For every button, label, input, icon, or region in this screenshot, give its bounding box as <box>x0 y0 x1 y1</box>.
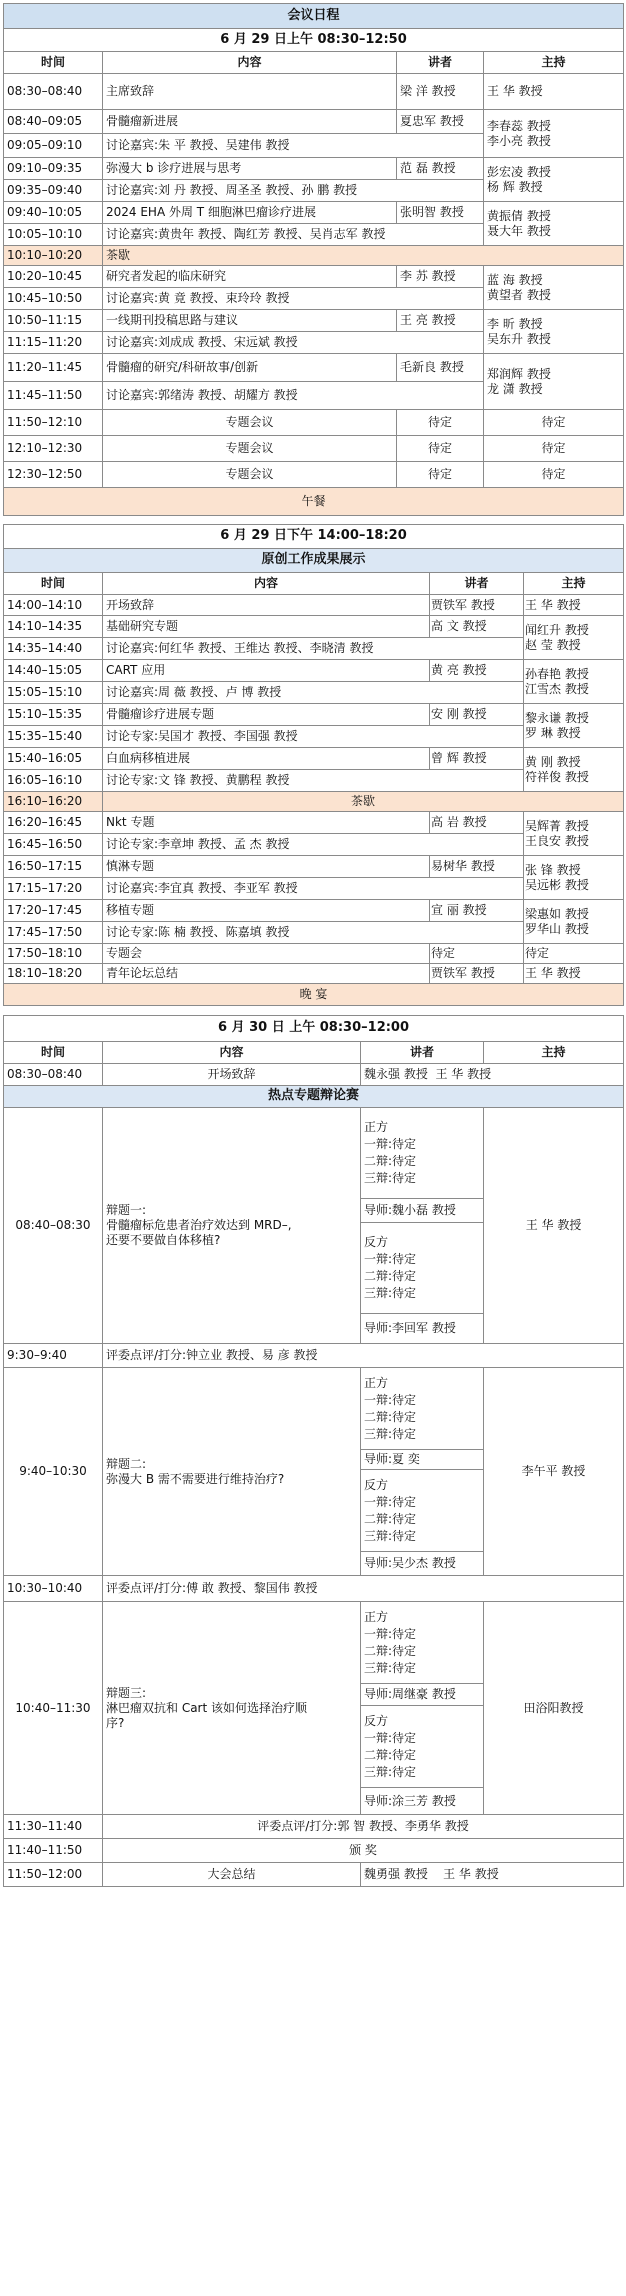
row-speaker: 毛新良 教授 <box>397 354 484 382</box>
row-time: 09:35–09:40 <box>4 180 103 202</box>
debate-topic-line: 骨髓瘤标危患者治疗效达到 MRD–, <box>106 1218 292 1232</box>
row-speaker: 高 文 教授 <box>430 616 524 638</box>
row-time: 15:10–15:35 <box>4 704 103 726</box>
con-mentor: 导师:涂三芳 教授 <box>361 1788 484 1815</box>
row-speaker: 待定 <box>397 462 484 488</box>
row-time: 17:15–17:20 <box>4 878 103 900</box>
row-content: 讨论嘉宾:刘 丹 教授、周圣圣 教授、孙 鹏 教授 <box>103 180 484 202</box>
con-side <box>361 1706 484 1788</box>
header-speaker: 讲者 <box>430 573 524 595</box>
host-name: 聂大年 教授 <box>487 223 551 238</box>
host-name: 王良安 教授 <box>525 833 589 848</box>
row-speaker: 待定 <box>397 410 484 436</box>
row-time: 16:20–16:45 <box>4 812 103 834</box>
break-label: 茶歇 <box>103 792 624 812</box>
break-time: 10:10–10:20 <box>4 246 103 266</box>
debater: 二辩:待定 <box>364 1154 417 1168</box>
debater: 三辩:待定 <box>364 1660 417 1675</box>
row-host: 王 华 教授 <box>524 964 624 984</box>
host-name: 闻红升 教授 <box>525 622 589 637</box>
row-speaker: 魏永强 教授 <box>364 1067 428 1081</box>
host-cell <box>524 595 624 616</box>
debate-topic <box>103 1602 361 1815</box>
debate-topic <box>103 1368 361 1576</box>
section-title: 原创工作成果展示 <box>4 549 624 573</box>
host-cell <box>484 202 624 246</box>
row-content: 讨论嘉宾:李宜真 教授、李亚军 教授 <box>103 878 524 900</box>
row-speaker: 李 苏 教授 <box>397 266 484 288</box>
header-host: 主持 <box>484 52 624 74</box>
morning-june30-table <box>3 1015 624 1887</box>
debate-topic-number: 辩题二: <box>106 1456 147 1471</box>
row-speaker: 贾铁军 教授 <box>430 964 524 984</box>
debate-topic-line: 淋巴瘤双抗和 Cart 该如何选择治疗顺 <box>106 1700 308 1715</box>
host-name: 符祥俊 教授 <box>525 769 589 784</box>
row-time: 14:35–14:40 <box>4 638 103 660</box>
debate-topic-line: 序? <box>106 1715 125 1730</box>
debater: 一辩:待定 <box>364 1392 417 1407</box>
break-time: 16:10–16:20 <box>4 792 103 812</box>
host-cell <box>484 158 624 202</box>
row-content: 弥漫大 b 诊疗进展与思考 <box>103 158 397 180</box>
debate-time: 08:40–08:30 <box>4 1108 103 1344</box>
row-time: 16:50–17:15 <box>4 856 103 878</box>
row-time: 11:50–12:10 <box>4 410 103 436</box>
row-time: 14:00–14:10 <box>4 595 103 616</box>
row-speaker: 易树华 教授 <box>430 856 524 878</box>
break-label: 茶歇 <box>103 246 624 266</box>
header-speaker: 讲者 <box>361 1042 484 1064</box>
debater: 三辩:待定 <box>364 1286 417 1300</box>
row-time: 11:15–11:20 <box>4 332 103 354</box>
row-host: 待定 <box>524 944 624 964</box>
row-time: 14:10–14:35 <box>4 616 103 638</box>
row-content: 开场致辞 <box>103 595 430 616</box>
row-time: 16:05–16:10 <box>4 770 103 792</box>
closing-people <box>361 1863 624 1887</box>
row-content: 专题会 <box>103 944 430 964</box>
host-name: 吴东升 教授 <box>487 331 551 346</box>
debater: 一辩:待定 <box>364 1494 417 1509</box>
section-title: 热点专题辩论赛 <box>4 1086 624 1108</box>
pro-side <box>361 1368 484 1450</box>
morning-june29-table <box>3 3 624 516</box>
row-content: 讨论嘉宾:郭绪涛 教授、胡耀方 教授 <box>103 382 484 410</box>
host-name: 罗华山 教授 <box>525 921 589 936</box>
host-name: 李春蕊 教授 <box>487 118 551 133</box>
row-content: 讨论嘉宾:周 薇 教授、卢 博 教授 <box>103 682 524 704</box>
row-content: Nkt 专题 <box>103 812 430 834</box>
debater: 二辩:待定 <box>364 1643 417 1658</box>
side-label: 反方 <box>364 1235 389 1249</box>
header-content: 内容 <box>103 1042 361 1064</box>
award-time: 11:40–11:50 <box>4 1839 103 1863</box>
row-content: 主席致辞 <box>103 74 397 110</box>
session-date: 6 月 29 日下午 14:00–18:20 <box>4 525 624 549</box>
session-date: 6 月 29 日上午 08:30–12:50 <box>4 29 624 52</box>
row-time: 10:20–10:45 <box>4 266 103 288</box>
debater: 一辩:待定 <box>364 1252 417 1266</box>
header-content: 内容 <box>103 573 430 595</box>
row-time: 08:30–08:40 <box>4 74 103 110</box>
host-name: 杨 辉 教授 <box>487 179 543 194</box>
award-label: 颁 奖 <box>103 1839 624 1863</box>
row-host: 待定 <box>484 436 624 462</box>
debater: 三辩:待定 <box>364 1528 417 1543</box>
row-speaker: 待定 <box>397 436 484 462</box>
row-time: 12:10–12:30 <box>4 436 103 462</box>
row-speaker: 安 刚 教授 <box>430 704 524 726</box>
host-name: 吴远彬 教授 <box>525 877 589 892</box>
row-content: 讨论嘉宾:刘成成 教授、宋远斌 教授 <box>103 332 484 354</box>
side-label: 正方 <box>364 1120 389 1134</box>
row-host: 王 华 教授 <box>435 1067 492 1081</box>
row-content: 青年论坛总结 <box>103 964 430 984</box>
review-content: 评委点评/打分:钟立业 教授、易 彦 教授 <box>103 1344 624 1368</box>
debate-topic-line: 还要不要做自体移植? <box>106 1233 221 1247</box>
host-name: 蓝 海 教授 <box>487 272 543 287</box>
row-content: 讨论嘉宾:朱 平 教授、吴建伟 教授 <box>103 134 484 158</box>
host-name: 龙 潇 教授 <box>487 381 543 396</box>
header-host: 主持 <box>484 1042 624 1064</box>
host-cell <box>484 74 624 110</box>
row-content: 讨论专家:陈 楠 教授、陈嘉填 教授 <box>103 922 524 944</box>
closing-content: 大会总结 <box>103 1863 361 1887</box>
host-cell <box>484 354 624 410</box>
host-name: 孙春艳 教授 <box>525 666 589 681</box>
debater: 二辩:待定 <box>364 1409 417 1424</box>
afternoon-june29-table <box>3 524 624 1006</box>
row-content: 骨髓瘤诊疗进展专题 <box>103 704 430 726</box>
header-time: 时间 <box>4 1042 103 1064</box>
host-cell <box>484 266 624 310</box>
row-content: 讨论嘉宾:黄 竟 教授、束玲玲 教授 <box>103 288 484 310</box>
row-content: 基础研究专题 <box>103 616 430 638</box>
pro-side <box>361 1108 484 1199</box>
row-content: 骨髓瘤新进展 <box>103 110 397 134</box>
host-cell <box>524 704 624 748</box>
closing-time: 11:50–12:00 <box>4 1863 103 1887</box>
row-time: 15:40–16:05 <box>4 748 103 770</box>
row-host: 待定 <box>484 462 624 488</box>
row-content: 讨论嘉宾:黄贵年 教授、陶红芳 教授、吴肖志军 教授 <box>103 224 484 246</box>
row-time: 09:05–09:10 <box>4 134 103 158</box>
host-name: 黄 刚 教授 <box>525 754 581 769</box>
host-name: 李 昕 教授 <box>487 316 543 331</box>
row-time: 10:05–10:10 <box>4 224 103 246</box>
host-cell <box>524 900 624 944</box>
row-time: 17:20–17:45 <box>4 900 103 922</box>
debater: 二辩:待定 <box>364 1269 417 1283</box>
row-speaker: 宣 丽 教授 <box>430 900 524 922</box>
host-name: 黄望者 教授 <box>487 287 551 302</box>
row-host: 王 华 教授 <box>443 1867 499 1881</box>
row-time: 18:10–18:20 <box>4 964 103 984</box>
session-date: 6 月 30 日 上午 08:30–12:00 <box>4 1016 624 1042</box>
con-mentor: 导师:李回军 教授 <box>361 1314 484 1344</box>
pro-side <box>361 1602 484 1684</box>
host-cell <box>484 310 624 354</box>
debate-time: 10:40–11:30 <box>4 1602 103 1815</box>
debater: 一辩:待定 <box>364 1626 417 1641</box>
header-time: 时间 <box>4 52 103 74</box>
row-time: 16:45–16:50 <box>4 834 103 856</box>
row-content: 研究者发起的临床研究 <box>103 266 397 288</box>
schedule-title: 会议日程 <box>4 4 624 29</box>
debater: 三辩:待定 <box>364 1426 417 1441</box>
debater: 一辩:待定 <box>364 1730 417 1745</box>
con-side <box>361 1470 484 1552</box>
host-name: 李小亮 教授 <box>487 133 551 148</box>
review-content: 评委点评/打分:郭 智 教授、李勇华 教授 <box>103 1815 624 1839</box>
side-label: 正方 <box>364 1609 389 1624</box>
header-time: 时间 <box>4 573 103 595</box>
host-name: 郑润辉 教授 <box>487 366 551 381</box>
review-content: 评委点评/打分:傅 敢 教授、黎国伟 教授 <box>103 1576 624 1602</box>
host-name: 赵 莹 教授 <box>525 637 581 652</box>
row-time: 08:40–09:05 <box>4 110 103 134</box>
row-time: 09:10–09:35 <box>4 158 103 180</box>
row-speaker: 曾 辉 教授 <box>430 748 524 770</box>
debate-topic-number: 辩题一: <box>106 1203 147 1217</box>
row-time: 11:20–11:45 <box>4 354 103 382</box>
header-speaker: 讲者 <box>397 52 484 74</box>
debater: 三辩:待定 <box>364 1764 417 1779</box>
row-speaker: 贾铁军 教授 <box>430 595 524 616</box>
pro-mentor: 导师:周继豪 教授 <box>361 1684 484 1706</box>
row-content: 白血病移植进展 <box>103 748 430 770</box>
host-cell <box>524 812 624 856</box>
opening-people <box>361 1064 624 1086</box>
host-name: 江雪杰 教授 <box>525 681 589 696</box>
row-speaker: 黄 亮 教授 <box>430 660 524 682</box>
row-time: 17:45–17:50 <box>4 922 103 944</box>
side-label: 反方 <box>364 1477 389 1492</box>
row-content: 2024 EHA 外周 T 细胞淋巴瘤诊疗进展 <box>103 202 397 224</box>
row-speaker: 王 亮 教授 <box>397 310 484 332</box>
host-name: 黄振倩 教授 <box>487 208 551 223</box>
debate-host: 李午平 教授 <box>484 1368 624 1576</box>
host-cell <box>484 110 624 158</box>
row-time: 11:45–11:50 <box>4 382 103 410</box>
row-speaker: 张明智 教授 <box>397 202 484 224</box>
row-time: 15:35–15:40 <box>4 726 103 748</box>
row-speaker: 高 岩 教授 <box>430 812 524 834</box>
review-time: 9:30–9:40 <box>4 1344 103 1368</box>
host-cell <box>524 660 624 704</box>
debater: 一辩:待定 <box>364 1137 417 1151</box>
con-mentor: 导师:吴少杰 教授 <box>361 1552 484 1576</box>
row-content: 讨论专家:文 锋 教授、黄鹏程 教授 <box>103 770 524 792</box>
row-content: 一线期刊投稿思路与建议 <box>103 310 397 332</box>
row-content: 讨论专家:吴国才 教授、李国强 教授 <box>103 726 524 748</box>
row-time: 12:30–12:50 <box>4 462 103 488</box>
host-name: 梁惠如 教授 <box>525 906 589 921</box>
row-time: 10:45–10:50 <box>4 288 103 310</box>
row-time: 08:30–08:40 <box>4 1064 103 1086</box>
debater: 二辩:待定 <box>364 1747 417 1762</box>
row-content: 开场致辞 <box>103 1064 361 1086</box>
host-name: 彭宏凌 教授 <box>487 164 551 179</box>
row-content: 专题会议 <box>103 462 397 488</box>
debate-host: 田浴阳教授 <box>484 1602 624 1815</box>
row-speaker: 待定 <box>430 944 524 964</box>
row-speaker: 夏忠军 教授 <box>397 110 484 134</box>
row-time: 09:40–10:05 <box>4 202 103 224</box>
debate-topic-number: 辩题三: <box>106 1685 147 1700</box>
row-speaker: 范 磊 教授 <box>397 158 484 180</box>
debate-topic-line: 弥漫大 B 需不需要进行维持治疗? <box>106 1471 285 1486</box>
dinner-label: 晚 宴 <box>4 984 624 1006</box>
host-name: 张 锋 教授 <box>525 862 581 877</box>
row-speaker: 魏勇强 教授 <box>364 1867 428 1881</box>
debater: 二辩:待定 <box>364 1511 417 1526</box>
row-time: 14:40–15:05 <box>4 660 103 682</box>
agenda-page <box>0 3 626 2296</box>
row-time: 17:50–18:10 <box>4 944 103 964</box>
debate-host: 王 华 教授 <box>484 1108 624 1344</box>
host-name: 吴辉菁 教授 <box>525 818 589 833</box>
row-content: 讨论专家:李章坤 教授、孟 杰 教授 <box>103 834 524 856</box>
row-content: 移植专题 <box>103 900 430 922</box>
row-content: 讨论嘉宾:何红华 教授、王维达 教授、李晓清 教授 <box>103 638 524 660</box>
host-cell <box>524 748 624 792</box>
review-time: 10:30–10:40 <box>4 1576 103 1602</box>
header-content: 内容 <box>103 52 397 74</box>
header-host: 主持 <box>524 573 624 595</box>
side-label: 正方 <box>364 1375 389 1390</box>
row-host: 待定 <box>484 410 624 436</box>
row-content: CART 应用 <box>103 660 430 682</box>
lunch-label: 午餐 <box>4 488 624 516</box>
debate-topic <box>103 1108 361 1344</box>
debate-time: 9:40–10:30 <box>4 1368 103 1576</box>
host-name: 王 华 教授 <box>487 84 543 98</box>
host-name: 王 华 教授 <box>525 597 581 612</box>
host-name: 黎永谦 教授 <box>525 710 589 725</box>
pro-mentor: 导师:魏小磊 教授 <box>361 1199 484 1223</box>
row-time: 15:05–15:10 <box>4 682 103 704</box>
host-cell <box>524 856 624 900</box>
row-content: 专题会议 <box>103 410 397 436</box>
row-speaker: 梁 洋 教授 <box>397 74 484 110</box>
debater: 三辩:待定 <box>364 1171 417 1185</box>
side-label: 反方 <box>364 1713 389 1728</box>
row-content: 慎淋专题 <box>103 856 430 878</box>
host-name: 罗 琳 教授 <box>525 725 581 740</box>
row-content: 专题会议 <box>103 436 397 462</box>
row-content: 骨髓瘤的研究/科研故事/创新 <box>103 354 397 382</box>
row-time: 10:50–11:15 <box>4 310 103 332</box>
con-side <box>361 1223 484 1314</box>
review-time: 11:30–11:40 <box>4 1815 103 1839</box>
host-cell <box>524 616 624 660</box>
pro-mentor: 导师:夏 奕 <box>361 1450 484 1470</box>
